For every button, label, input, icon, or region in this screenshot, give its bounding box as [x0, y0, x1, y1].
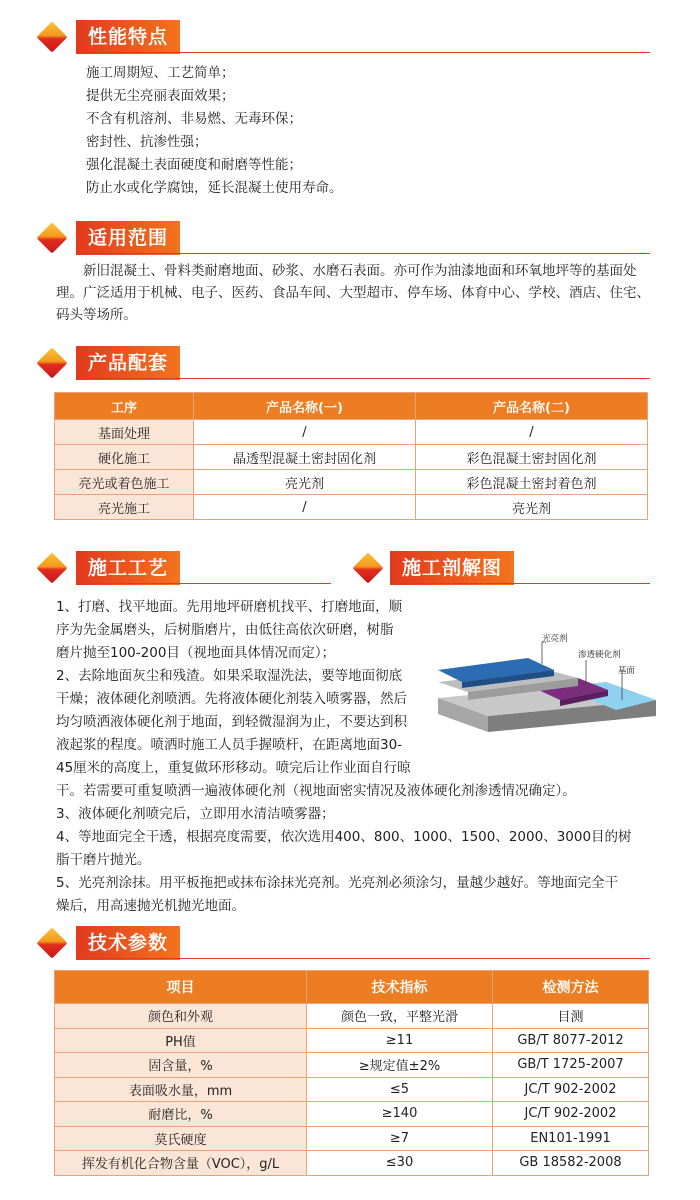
table-row [55, 1028, 649, 1053]
diamond-bullet-icon [36, 927, 67, 958]
table-header: 工序 [55, 393, 194, 420]
table-row [55, 1151, 649, 1176]
label-base: 基面 [618, 666, 636, 676]
table-cell: PH值 [55, 1028, 307, 1053]
list-item: 不含有机溶剂、非易燃、无毒环保； [86, 111, 302, 127]
table-header: 项目 [55, 971, 307, 1004]
table-cell: 耐磨比，% [55, 1102, 307, 1127]
section-rule [76, 378, 650, 379]
step-line: 磨片抛至100-200目（视地面具体情况而定）； [56, 645, 336, 661]
table-row [55, 1053, 649, 1078]
list-item: 防止水或化学腐蚀，延长混凝土使用寿命。 [86, 180, 343, 196]
table-row [55, 495, 648, 520]
table-cell: / [194, 420, 416, 445]
table-row [55, 1077, 649, 1102]
step-line: 干。若需要可重复喷洒一遍液体硬化剂（视地面密实情况及液体硬化剂渗透情况确定）。 [56, 783, 576, 799]
list-item: 施工周期短、工艺简单； [86, 65, 235, 81]
step-line: 脂干磨片抛光。 [56, 852, 151, 868]
table-cell: 挥发有机化合物含量（VOC），g/L [55, 1151, 307, 1176]
table-cell: 亮光剂 [416, 495, 648, 520]
section-header-features [36, 20, 656, 54]
section-title: 施工剖解图 [390, 551, 514, 585]
section-rule [76, 958, 650, 959]
table-cell: 莫氏硬度 [55, 1126, 307, 1151]
table-cell: JC/T 902-2002 [493, 1077, 649, 1102]
table-cell: JC/T 902-2002 [493, 1102, 649, 1127]
section-header-products [36, 346, 656, 380]
params-table [54, 970, 649, 1176]
section-rule [390, 583, 650, 584]
step-line: 燥后，用高速抛光机抛光地面。 [56, 898, 245, 914]
section-title: 适用范围 [76, 221, 180, 255]
table-cell: GB/T 1725-2007 [493, 1053, 649, 1078]
section-header-diagram [352, 551, 652, 585]
table-cell: 晶透型混凝土密封固化剂 [194, 445, 416, 470]
list-item: 强化混凝土表面硬度和耐磨等性能； [86, 157, 302, 173]
diamond-bullet-icon [36, 222, 67, 253]
table-cell: 颜色一致，平整光滑 [307, 1004, 493, 1029]
section-title: 施工工艺 [76, 551, 180, 585]
section-title: 技术参数 [76, 926, 180, 960]
process-steps-narrow [56, 596, 411, 780]
step-line: 4、等地面完全干透，根据亮度需要，依次选用400、800、1000、1500、2000、3000目的树 [56, 829, 632, 845]
table-cell: 亮光或着色施工 [55, 470, 194, 495]
table-cell: ≥规定值±2% [307, 1053, 493, 1078]
step-line: 序为先金属磨头，后树脂磨片，由低往高依次研磨，树脂 [56, 622, 394, 638]
table-header: 技术指标 [307, 971, 493, 1004]
step-line: 2、去除地面灰尘和残渣。如果采取湿洗法，要等地面彻底 [56, 668, 403, 684]
section-rule [76, 583, 331, 584]
section-rule [76, 52, 650, 53]
section-title: 性能特点 [76, 20, 180, 54]
table-cell: EN101-1991 [493, 1126, 649, 1151]
table-cell: / [194, 495, 416, 520]
diamond-bullet-icon [36, 347, 67, 378]
table-row [55, 445, 648, 470]
table-row [55, 1102, 649, 1127]
label-hardener: 渗透硬化剂 [578, 650, 621, 660]
diamond-bullet-icon [36, 552, 67, 583]
table-row [55, 420, 648, 445]
table-cell: 亮光施工 [55, 495, 194, 520]
products-table [54, 392, 648, 520]
table-header: 检测方法 [493, 971, 649, 1004]
table-cell: ≤30 [307, 1151, 493, 1176]
table-cell: 亮光剂 [194, 470, 416, 495]
table-cell: / [416, 420, 648, 445]
table-cell: 基面处理 [55, 420, 194, 445]
table-row [55, 1004, 649, 1029]
step-line: 干燥；液体硬化剂喷洒。先将液体硬化剂装入喷雾器，然后 [56, 691, 407, 707]
step-line: 均匀喷洒液体硬化剂于地面，到轻微湿润为止，不要达到积 [56, 714, 407, 730]
diamond-bullet-icon [352, 552, 383, 583]
section-header-scope [36, 221, 656, 255]
step-line: 45厘米的高度上，重复做环形移动。喷完后让作业面自行晾 [56, 760, 411, 776]
list-item: 密封性、抗渗性强； [86, 134, 208, 150]
table-cell: ≥140 [307, 1102, 493, 1127]
diamond-bullet-icon [36, 21, 67, 52]
table-cell: ≥11 [307, 1028, 493, 1053]
table-cell: 目测 [493, 1004, 649, 1029]
table-cell: ≤5 [307, 1077, 493, 1102]
process-steps-wide [56, 780, 632, 918]
section-rule [76, 253, 650, 254]
table-cell: GB 18582-2008 [493, 1151, 649, 1176]
step-line: 1、打磨、找平地面。先用地坪研磨机找平、打磨地面，顺 [56, 599, 403, 615]
step-line: 液起浆的程度。喷洒时施工人员手握喷杆，在距离地面30- [56, 737, 403, 753]
table-header: 产品名称(二) [416, 393, 648, 420]
scope-paragraph: 新旧混凝土、骨料类耐磨地面、砂浆、水磨石表面。亦可作为油漆地面和环氧地坪等的基面处理。广泛适用于机械、电子、医药、食品车间、大型超市、停车场、体育中心、学校、酒店、住宅、码头等场所。 [56, 263, 650, 323]
list-item: 提供无尘亮丽表面效果； [86, 88, 235, 104]
section-header-process [36, 551, 336, 585]
table-cell: 彩色混凝土密封着色剂 [416, 470, 648, 495]
label-gloss: 光亮剂 [542, 634, 568, 644]
table-cell: 颜色和外观 [55, 1004, 307, 1029]
table-row [55, 470, 648, 495]
table-cell: 彩色混凝土密封固化剂 [416, 445, 648, 470]
table-cell: 表面吸水量，mm [55, 1077, 307, 1102]
table-cell: GB/T 8077-2012 [493, 1028, 649, 1053]
table-header: 产品名称(一) [194, 393, 416, 420]
step-line: 3、液体硬化剂喷完后，立即用水清洁喷雾器； [56, 806, 335, 822]
section-title: 产品配套 [76, 346, 180, 380]
step-line: 5、光亮剂涂抹。用平板拖把或抹布涂抹光亮剂。光亮剂必须涂匀，量越少越好。等地面完全干 [56, 875, 619, 891]
features-list [86, 62, 343, 200]
table-cell: 硬化施工 [55, 445, 194, 470]
leader-line-gloss [542, 642, 546, 664]
table-cell: 固含量，% [55, 1053, 307, 1078]
section-header-params [36, 926, 656, 960]
table-row [55, 1126, 649, 1151]
table-cell: ≥7 [307, 1126, 493, 1151]
layer-diagram [438, 620, 663, 755]
